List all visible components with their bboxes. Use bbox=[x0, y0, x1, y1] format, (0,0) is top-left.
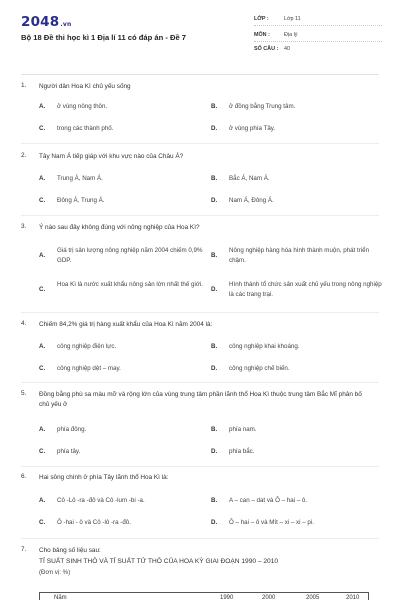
option-text: Nông nghiệp hàng hóa hình thành muộn, phát triển chậm. bbox=[229, 247, 370, 264]
meta-subject-key: MÔN : bbox=[254, 32, 270, 38]
option-letter: C. bbox=[39, 365, 46, 372]
option-letter: A. bbox=[39, 497, 46, 504]
question-separator bbox=[21, 382, 379, 383]
option-text: ở vùng phía Tây. bbox=[229, 125, 276, 132]
question-text: Ý nào sau đây không đúng với nông nghiệp của Hoa Kì? bbox=[39, 224, 200, 231]
question-number: 7. bbox=[21, 546, 27, 553]
option-text: trong các thành phố. bbox=[57, 125, 114, 132]
option-letter: B. bbox=[211, 103, 218, 110]
question-number: 3. bbox=[21, 223, 27, 230]
document-title: Bộ 18 Đề thi học kì 1 Địa lí 11 có đáp án - Đề 7 bbox=[21, 33, 187, 42]
meta-class-value: Lớp 11 bbox=[284, 16, 301, 22]
option-text: phía bắc. bbox=[229, 448, 255, 455]
option-text: phía tây. bbox=[57, 448, 81, 455]
option-text: công nghiệp chế biến. bbox=[229, 365, 290, 372]
table-header-cell: 2010 bbox=[346, 595, 360, 600]
option-text: Hoa Kì là nước xuất khẩu nông sản lớn nhất thế giới. bbox=[57, 281, 203, 288]
table-header-cell: Năm bbox=[54, 595, 67, 600]
question-number: 4. bbox=[21, 320, 27, 327]
option-text: công nghiệp điện lực. bbox=[57, 343, 117, 350]
option-letter: B. bbox=[211, 426, 218, 433]
question-text: Tây Nam Á tiếp giáp với khu vực nào của Châu Á? bbox=[39, 153, 184, 160]
option-text: Đông Á, Trung Á. bbox=[57, 197, 105, 204]
option-text: Ô -hai - ô và Cô -lô -ra -đô. bbox=[57, 519, 131, 526]
option-text: Giá trị sản lượng nông nghiệp năm 2004 chiếm 0,9% GDP. bbox=[57, 247, 203, 264]
question-number: 1. bbox=[21, 82, 27, 89]
question-number: 6. bbox=[21, 473, 27, 480]
option-letter: C. bbox=[39, 448, 46, 455]
table-title: TỈ SUẤT SINH THÔ VÀ TỈ SUẤT TỬ THÔ CỦA HOA KỲ GIAI ĐOẠN 1990 – 2010 bbox=[39, 558, 279, 565]
question-separator bbox=[21, 466, 379, 467]
option-text: Trung Á, Nam Á. bbox=[57, 175, 103, 182]
header-divider bbox=[21, 74, 379, 75]
question-separator bbox=[21, 538, 379, 539]
option-letter: B. bbox=[211, 497, 218, 504]
option-text: ở đồng bằng Trung tâm. bbox=[229, 103, 296, 110]
question-number: 2. bbox=[21, 152, 27, 159]
question-text: Đồng bằng phù sa màu mỡ và rộng lớn của vùng trung tâm phần lãnh thổ Hoa Kì thuộc trung tâm Bắc Mĩ phân bố chủ yếu ở bbox=[39, 391, 362, 408]
table-header-cell: 2005 bbox=[306, 595, 320, 600]
table-header-cell: 2000 bbox=[262, 595, 276, 600]
data-table bbox=[39, 592, 369, 600]
option-letter: C. bbox=[39, 286, 46, 293]
option-letter: A. bbox=[39, 175, 46, 182]
question-number: 5. bbox=[21, 390, 27, 397]
meta-divider bbox=[254, 25, 382, 26]
question-separator bbox=[21, 312, 379, 313]
meta-count-key: SỐ CÂU : bbox=[254, 46, 279, 52]
option-letter: D. bbox=[211, 519, 218, 526]
option-text: Cô -Lô -ra -đô và Cô -lum -bi -a. bbox=[57, 497, 145, 504]
option-letter: A. bbox=[39, 252, 46, 259]
option-letter: D. bbox=[211, 365, 218, 372]
option-letter: C. bbox=[39, 519, 46, 526]
option-text: phía đông. bbox=[57, 426, 87, 433]
option-letter: D. bbox=[211, 197, 218, 204]
option-text: A – can – dat và Ô – hai – ô. bbox=[229, 497, 308, 504]
question-text: Hai sông chính ở phía Tây lãnh thổ Hoa Kì là: bbox=[39, 474, 169, 481]
option-text: công nghiệp dệt – may. bbox=[57, 365, 121, 372]
meta-class-key: LỚP : bbox=[254, 16, 269, 22]
option-letter: A. bbox=[39, 343, 46, 350]
logo-suffix: .vn bbox=[60, 21, 72, 28]
option-text: Ô – hai – ô và Mít – xi – xi – pi. bbox=[229, 519, 314, 526]
option-text: ở vùng nông thôn. bbox=[57, 103, 108, 110]
meta-subject-value: Địa lý bbox=[284, 32, 298, 38]
question-separator bbox=[21, 143, 379, 144]
question-separator bbox=[21, 215, 379, 216]
option-text: công nghiệp khai khoáng. bbox=[229, 343, 300, 350]
question-text: Cho bảng số liệu sau: bbox=[39, 547, 101, 554]
table-header-cell: 1990 bbox=[220, 595, 234, 600]
option-letter: B. bbox=[211, 175, 218, 182]
meta-divider bbox=[254, 41, 382, 42]
option-letter: D. bbox=[211, 286, 218, 293]
logo-text: 2048 bbox=[21, 14, 60, 30]
option-letter: D. bbox=[211, 125, 218, 132]
table-unit: (Đơn vị: %) bbox=[39, 569, 71, 576]
option-text: Bắc Á, Nam Á. bbox=[229, 175, 270, 182]
question-text: Chiếm 84,2% giá trị hàng xuất khẩu của Hoa Kì năm 2004 là: bbox=[39, 321, 213, 328]
option-text: Nam Á, Đông Á. bbox=[229, 197, 274, 204]
option-letter: A. bbox=[39, 103, 46, 110]
option-letter: D. bbox=[211, 448, 218, 455]
page-header bbox=[0, 0, 400, 82]
site-logo[interactable] bbox=[21, 14, 71, 30]
option-letter: B. bbox=[211, 252, 218, 259]
option-letter: A. bbox=[39, 426, 46, 433]
option-letter: B. bbox=[211, 343, 218, 350]
option-letter: C. bbox=[39, 125, 46, 132]
option-text: Hình thành tổ chức sản xuất chủ yếu trong nông nghiệp là các trang trại. bbox=[229, 281, 382, 298]
meta-count-value: 40 bbox=[284, 46, 290, 52]
option-text: phía nam. bbox=[229, 426, 257, 433]
question-text: Người dân Hoa Kì chủ yếu sống bbox=[39, 83, 131, 90]
option-letter: C. bbox=[39, 197, 46, 204]
